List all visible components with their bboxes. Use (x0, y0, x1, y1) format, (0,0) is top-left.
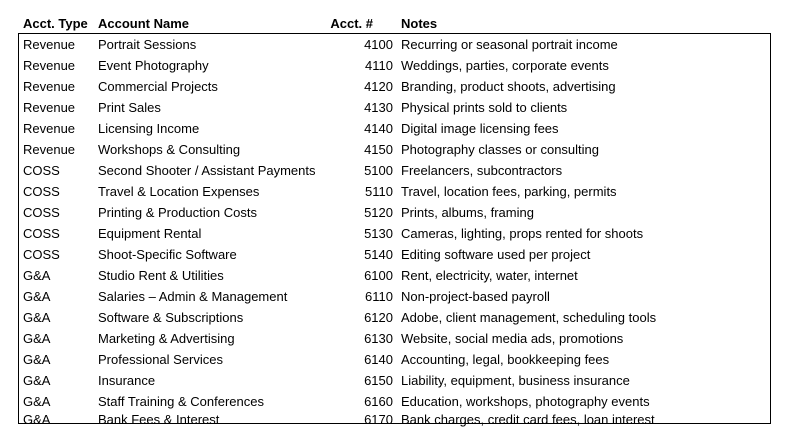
cell-notes: Branding, product shoots, advertising (401, 79, 616, 94)
cell-acct-number: 6150 (364, 373, 393, 388)
cell-account-name: Second Shooter / Assistant Payments (98, 163, 316, 178)
cell-acct-type: COSS (23, 184, 60, 199)
table-row (0, 76, 805, 97)
cell-acct-number: 5120 (364, 205, 393, 220)
table-row (0, 97, 805, 118)
cell-acct-number: 5130 (364, 226, 393, 241)
cell-account-name: Commercial Projects (98, 79, 218, 94)
cell-acct-type: G&A (23, 289, 51, 304)
table-row (0, 391, 805, 412)
cell-notes: Liability, equipment, business insurance (401, 373, 630, 388)
cell-acct-number: 6140 (364, 352, 393, 367)
cell-acct-type: Revenue (23, 100, 76, 115)
table-row (0, 328, 805, 349)
header-acct-number: Acct. # (330, 16, 373, 31)
table-row (0, 118, 805, 139)
cell-account-name: Travel & Location Expenses (98, 184, 260, 199)
cell-acct-type: Revenue (23, 79, 76, 94)
cell-account-name: Print Sales (98, 100, 161, 115)
cell-account-name: Studio Rent & Utilities (98, 268, 224, 283)
cell-account-name: Equipment Rental (98, 226, 202, 241)
cell-account-name: Licensing Income (98, 121, 200, 136)
table-row (0, 223, 805, 244)
cell-notes: Editing software used per project (401, 247, 591, 262)
cell-acct-number: 6110 (365, 289, 393, 304)
cell-notes: Freelancers, subcontractors (401, 163, 563, 178)
table-row (0, 55, 805, 76)
header-notes: Notes (401, 16, 438, 31)
cell-notes: Adobe, client management, scheduling tools (401, 310, 657, 325)
cell-acct-number: 4100 (364, 37, 393, 52)
table-body (0, 34, 805, 428)
table-row (0, 265, 805, 286)
cell-notes: Bank charges, credit card fees, loan interest (401, 412, 655, 427)
cell-acct-number: 4120 (364, 79, 393, 94)
cell-account-name: Bank Fees & Interest (98, 412, 220, 427)
header-acct-type: Acct. Type (23, 16, 88, 31)
cell-account-name: Salaries – Admin & Management (98, 289, 288, 304)
cell-notes: Travel, location fees, parking, permits (401, 184, 617, 199)
cell-notes: Physical prints sold to clients (401, 100, 568, 115)
cell-acct-number: 6120 (364, 310, 393, 325)
table-row (0, 181, 805, 202)
table-row (0, 370, 805, 391)
cell-notes: Recurring or seasonal portrait income (401, 37, 618, 52)
cell-acct-number: 5100 (364, 163, 393, 178)
cell-notes: Prints, albums, framing (401, 205, 534, 220)
cell-acct-number: 5110 (365, 184, 393, 199)
cell-acct-type: COSS (23, 163, 60, 178)
cell-acct-number: 6160 (364, 394, 393, 409)
cell-account-name: Staff Training & Conferences (98, 394, 264, 409)
cell-acct-type: G&A (23, 310, 51, 325)
cell-acct-number: 5140 (364, 247, 393, 262)
cell-acct-number: 6130 (364, 331, 393, 346)
cell-account-name: Insurance (98, 373, 156, 388)
cell-account-name: Shoot-Specific Software (98, 247, 237, 262)
cell-account-name: Workshops & Consulting (98, 142, 241, 157)
cell-acct-type: G&A (23, 394, 51, 409)
cell-notes: Weddings, parties, corporate events (401, 58, 609, 73)
cell-notes: Rent, electricity, water, internet (401, 268, 578, 283)
cell-account-name: Printing & Production Costs (98, 205, 257, 220)
cell-notes: Education, workshops, photography events (401, 394, 650, 409)
table-row (0, 412, 805, 428)
cell-acct-number: 6100 (364, 268, 393, 283)
cell-notes: Cameras, lighting, props rented for shoots (401, 226, 644, 241)
cell-account-name: Professional Services (98, 352, 223, 367)
cell-acct-type: Revenue (23, 37, 76, 52)
cell-acct-number: 4110 (365, 58, 393, 73)
cell-acct-type: Revenue (23, 121, 76, 136)
table-row (0, 139, 805, 160)
cell-acct-type: G&A (23, 412, 51, 427)
cell-notes: Website, social media ads, promotions (401, 331, 624, 346)
cell-acct-type: Revenue (23, 142, 76, 157)
cell-acct-type: G&A (23, 373, 51, 388)
cell-acct-type: Revenue (23, 58, 76, 73)
cell-notes: Accounting, legal, bookkeeping fees (401, 352, 610, 367)
cell-acct-type: COSS (23, 205, 60, 220)
cell-acct-type: G&A (23, 331, 51, 346)
cell-account-name: Software & Subscriptions (98, 310, 244, 325)
table-row (0, 286, 805, 307)
cell-account-name: Marketing & Advertising (98, 331, 235, 346)
cell-acct-type: G&A (23, 268, 51, 283)
cell-notes: Digital image licensing fees (401, 121, 559, 136)
cell-notes: Non-project-based payroll (401, 289, 550, 304)
table-row (0, 34, 805, 55)
table-row (0, 307, 805, 328)
cell-acct-type: COSS (23, 247, 60, 262)
cell-acct-number: 4130 (364, 100, 393, 115)
cell-acct-type: G&A (23, 352, 51, 367)
cell-account-name: Event Photography (98, 58, 209, 73)
header-account-name: Account Name (98, 16, 190, 31)
table-row (0, 160, 805, 181)
table-row (0, 349, 805, 370)
cell-acct-number: 6170 (364, 412, 393, 427)
cell-acct-type: COSS (23, 226, 60, 241)
cell-acct-number: 4140 (364, 121, 393, 136)
cell-acct-number: 4150 (364, 142, 393, 157)
table-row (0, 244, 805, 265)
table-row (0, 202, 805, 223)
cell-account-name: Portrait Sessions (98, 37, 197, 52)
cell-notes: Photography classes or consulting (401, 142, 600, 157)
